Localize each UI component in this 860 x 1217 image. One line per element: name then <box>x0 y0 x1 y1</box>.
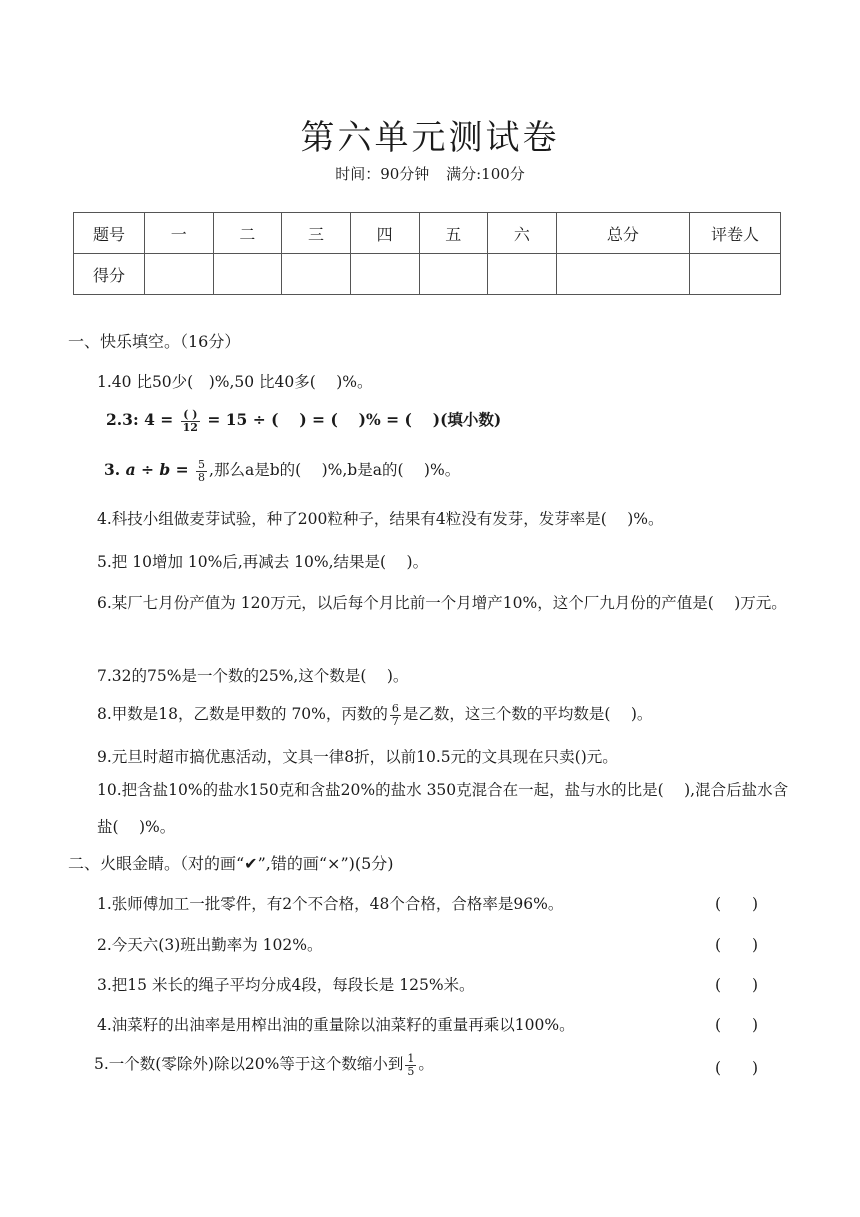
fraction-numerator: ( ) <box>181 409 200 422</box>
cell-header-5: 五 <box>419 213 488 254</box>
question-1-9: 9.元旦时超市搞优惠活动，文具一律8折，以前10.5元的文具现在只卖()元。 <box>97 748 618 766</box>
time-limit: 时间：90分钟 <box>335 165 430 183</box>
fraction-numerator: 5 <box>198 457 206 471</box>
answer-bracket[interactable]: ( ) <box>715 976 759 994</box>
q8-prefix: 8.甲数是18，乙数是甲数的 70%，丙数的 <box>97 705 388 723</box>
score-table-header-row <box>74 213 781 254</box>
answer-bracket[interactable]: ( ) <box>715 936 759 954</box>
question-1-10: 10.把含盐10%的盐水150克和含盐20%的盐水 350克混合在一起，盐与水的比是( ),混合后盐水含盐( )%。 <box>97 781 789 836</box>
fraction-denominator: 5 <box>407 1064 415 1078</box>
question-2-1: 1.张师傅加工一批零件，有2个不合格，48个合格，合格率是96%。 <box>97 895 564 913</box>
question-1-6: 6.某厂七月份产值为 120万元，以后每个月比前一个月增产10%，这个厂九月份的产值是( )万元。 <box>97 594 787 612</box>
question-2-3: 3.把15 米长的绳子平均分成4段，每段长是 125%米。 <box>97 976 475 994</box>
question-1-4: 4.科技小组做麦芽试验，种了200粒种子，结果有4粒没有发芽，发芽率是( )%。 <box>97 510 664 528</box>
cell-header-6: 六 <box>488 213 557 254</box>
cell-label-number: 题号 <box>74 213 145 254</box>
cell-header-total: 总分 <box>556 213 689 254</box>
score-cell[interactable] <box>145 254 214 295</box>
cell-header-4: 四 <box>350 213 419 254</box>
question-2-2: 2.今天六(3)班出勤率为 102%。 <box>97 936 323 954</box>
q3-expression: a ÷ b = <box>125 460 195 479</box>
score-table <box>73 212 781 295</box>
q5-suffix: 。 <box>418 1055 434 1073</box>
question-1-2 <box>106 408 501 434</box>
q8-fraction <box>390 703 401 728</box>
score-table-score-row <box>74 254 781 295</box>
q2-suffix: = 15 ÷ ( ) = ( )% = ( )(填小数) <box>201 410 502 429</box>
cell-label-score: 得分 <box>74 254 145 295</box>
question-1-7: 7.32的75%是一个数的25%,这个数是( )。 <box>97 667 409 685</box>
score-cell[interactable] <box>690 254 781 295</box>
q2-fraction <box>181 409 200 434</box>
fraction-denominator: 8 <box>198 470 206 484</box>
section-1-heading: 一、快乐填空。（16分） <box>68 332 241 351</box>
answer-bracket[interactable]: ( ) <box>715 1016 759 1034</box>
cell-header-3: 三 <box>282 213 351 254</box>
cell-header-grader: 评卷人 <box>690 213 781 254</box>
q2-prefix: 2.3: 4 = <box>106 410 179 429</box>
full-score: 满分:100分 <box>446 165 525 183</box>
question-1-8 <box>97 702 652 728</box>
score-cell[interactable] <box>350 254 419 295</box>
exam-info <box>0 163 860 184</box>
question-2-5 <box>94 1052 434 1078</box>
q5-prefix: 5.一个数(零除外)除以20%等于这个数缩小到 <box>94 1055 404 1073</box>
score-cell[interactable] <box>213 254 282 295</box>
answer-bracket[interactable]: ( ) <box>715 1059 759 1077</box>
question-1-5: 5.把 10增加 10%后,再减去 10%,结果是( )。 <box>97 553 429 571</box>
question-1-3 <box>104 458 460 484</box>
q8-suffix: 是乙数，这三个数的平均数是( )。 <box>402 705 653 723</box>
score-cell[interactable] <box>488 254 557 295</box>
question-2-4: 4.油菜籽的出油率是用榨出油的重量除以油菜籽的重量再乘以100%。 <box>97 1016 575 1034</box>
score-cell[interactable] <box>556 254 689 295</box>
score-cell[interactable] <box>282 254 351 295</box>
fraction-numerator: 6 <box>391 701 399 715</box>
q3-prefix: 3. <box>104 460 126 479</box>
cell-header-2: 二 <box>213 213 282 254</box>
answer-bracket[interactable]: ( ) <box>715 895 759 913</box>
cell-header-1: 一 <box>145 213 214 254</box>
fraction-numerator: 1 <box>407 1051 415 1065</box>
question-1-1: 1.40 比50少( )%,50 比40多( )%。 <box>97 373 373 391</box>
section-2-heading: 二、火眼金睛。（对的画“✔”,错的画“×”)(5分) <box>68 854 394 873</box>
fraction-denominator: 7 <box>391 714 399 728</box>
q3-suffix: ,那么a是b的( )%,b是a的( )%。 <box>209 461 461 479</box>
fraction-denominator: 12 <box>182 420 198 434</box>
q3-fraction <box>196 459 207 484</box>
q5-fraction <box>405 1053 416 1078</box>
score-cell[interactable] <box>419 254 488 295</box>
page-title: 第六单元测试卷 <box>300 118 560 158</box>
